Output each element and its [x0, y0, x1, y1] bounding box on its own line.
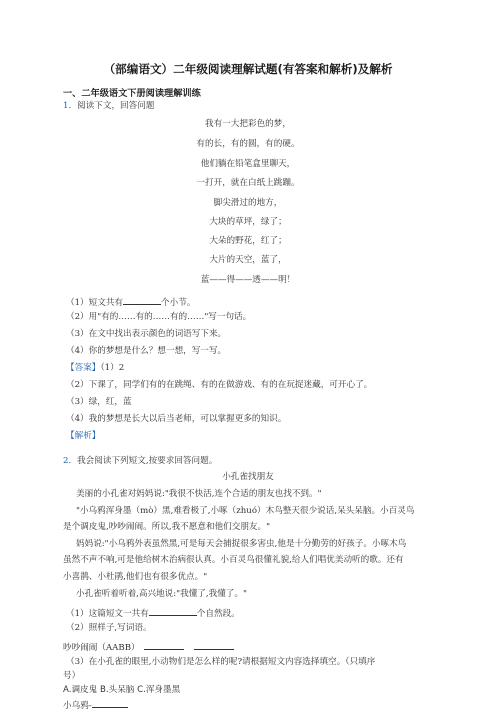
story-line: 小喜鹊、小杜鹃,他们也有很多优点。"	[63, 572, 208, 582]
answer-tag: 【答案】	[66, 363, 101, 373]
poem-line: 他们躺在铅笔盒里聊天，	[200, 159, 296, 169]
sub-question	[66, 607, 240, 619]
sub-question-text: 个自然段。	[196, 609, 240, 619]
sub-question	[66, 296, 195, 308]
answer-line	[66, 364, 124, 373]
example-word: 吵吵闹闹（AABB）	[63, 643, 140, 653]
sub-question: （4）你的梦想是什么？想一想，写一写。	[66, 346, 227, 356]
sub-question: （3）在文中找出表示颜色的词语写下来。	[66, 329, 227, 339]
sub-question: （2）用"有的……有的……有的……"写一句话。	[66, 312, 252, 322]
answer-text: （3）绿，红，蓝	[66, 397, 132, 407]
story-line: 美丽的小孔雀对妈妈说:"我很不快活,连个合适的朋友也找不到。"	[76, 489, 322, 499]
sub-question-text: （1）这篇短文一共有	[66, 609, 149, 619]
question-prompt: 阅读下文，回答问题	[77, 101, 155, 111]
answer-text: （4）我的梦想是长大以后当老师，可以掌握更多的知识。	[66, 414, 287, 424]
section-heading: 一、二年级语文下册阅读理解训练	[63, 88, 201, 99]
answer-blank[interactable]	[123, 296, 161, 305]
sub-question: （2）照样子,写词语。	[66, 623, 152, 633]
question-number: 1．	[63, 101, 78, 111]
answer-blank[interactable]	[92, 699, 128, 708]
analysis-tag: 【解析】	[66, 431, 101, 441]
answer-blank[interactable]	[149, 607, 197, 616]
fill-line	[63, 699, 128, 711]
example-line	[63, 641, 234, 653]
sub-question: （3）在小孔雀的眼里,小动物们是怎么样的呢?请根据短文内容选择填空。（只填序	[66, 657, 376, 667]
answer-text: （1）2	[100, 363, 125, 373]
story-line: 虽然不声不响,可是他给树木治病很认真。小百灵鸟很懂礼貌,给人们唱优美动听的歌。还有	[63, 555, 404, 565]
answer-blank[interactable]	[144, 641, 184, 650]
story-line: 是个调皮鬼,吵吵闹闹。所以,我不愿意和他们交朋友。"	[63, 522, 271, 532]
sub-question-text: （1）短文共有	[66, 298, 124, 308]
poem-line: 我有一大把彩色的梦，	[205, 119, 291, 129]
document-title: （部编语文）二年级阅读理解试题(有答案和解析)及解析	[103, 62, 393, 76]
answer-blank[interactable]	[194, 641, 234, 650]
story-line: 小孔雀听着听着,高兴地说:"我懂了,我懂了。"	[76, 589, 247, 599]
options-line: A.调皮鬼 B.头呆脑 C.浑身墨黑	[63, 685, 181, 695]
poem-line: 大块的草坪，绿了；	[209, 217, 287, 227]
story-line: 妈妈说:"小乌鸦外表虽然黑,可是每天会捕捉很多害虫,他是十分勤劳的好孩子。小啄木鸟	[76, 539, 407, 549]
question-number: 2．	[63, 456, 78, 466]
sub-question-text: 个小节。	[161, 298, 196, 308]
story-title: 小孔雀找朋友	[222, 472, 274, 482]
poem-line: 大片的天空，蓝了，	[209, 255, 287, 265]
sub-question: 号）	[63, 671, 81, 681]
question-2-header	[63, 457, 217, 466]
answer-text: （2）下课了，同学们有的在跳绳、有的在做游戏、有的在玩捉迷藏，可开心了。	[66, 380, 373, 390]
poem-line: 大朵的野花，红了；	[209, 236, 287, 246]
poem-line: 蓝——得——透——明！	[200, 275, 296, 285]
question-prompt: 我会阅读下列短文,按要求回答问题。	[77, 456, 218, 466]
poem-line: 一打开，就在白纸上跳蹦。	[196, 178, 300, 188]
fill-label: 小乌鸦-	[63, 701, 92, 711]
poem-line: 有的长，有的圆，有的硬。	[196, 139, 300, 149]
question-1-header	[63, 102, 154, 111]
story-line: "小乌鸦浑身墨（mò）黑,难看极了,小啄（zhuó）木鸟整天很少说话,呆头呆脑。小百灵鸟	[76, 506, 415, 516]
poem-line: 脚尖滑过的地方，	[213, 198, 283, 208]
